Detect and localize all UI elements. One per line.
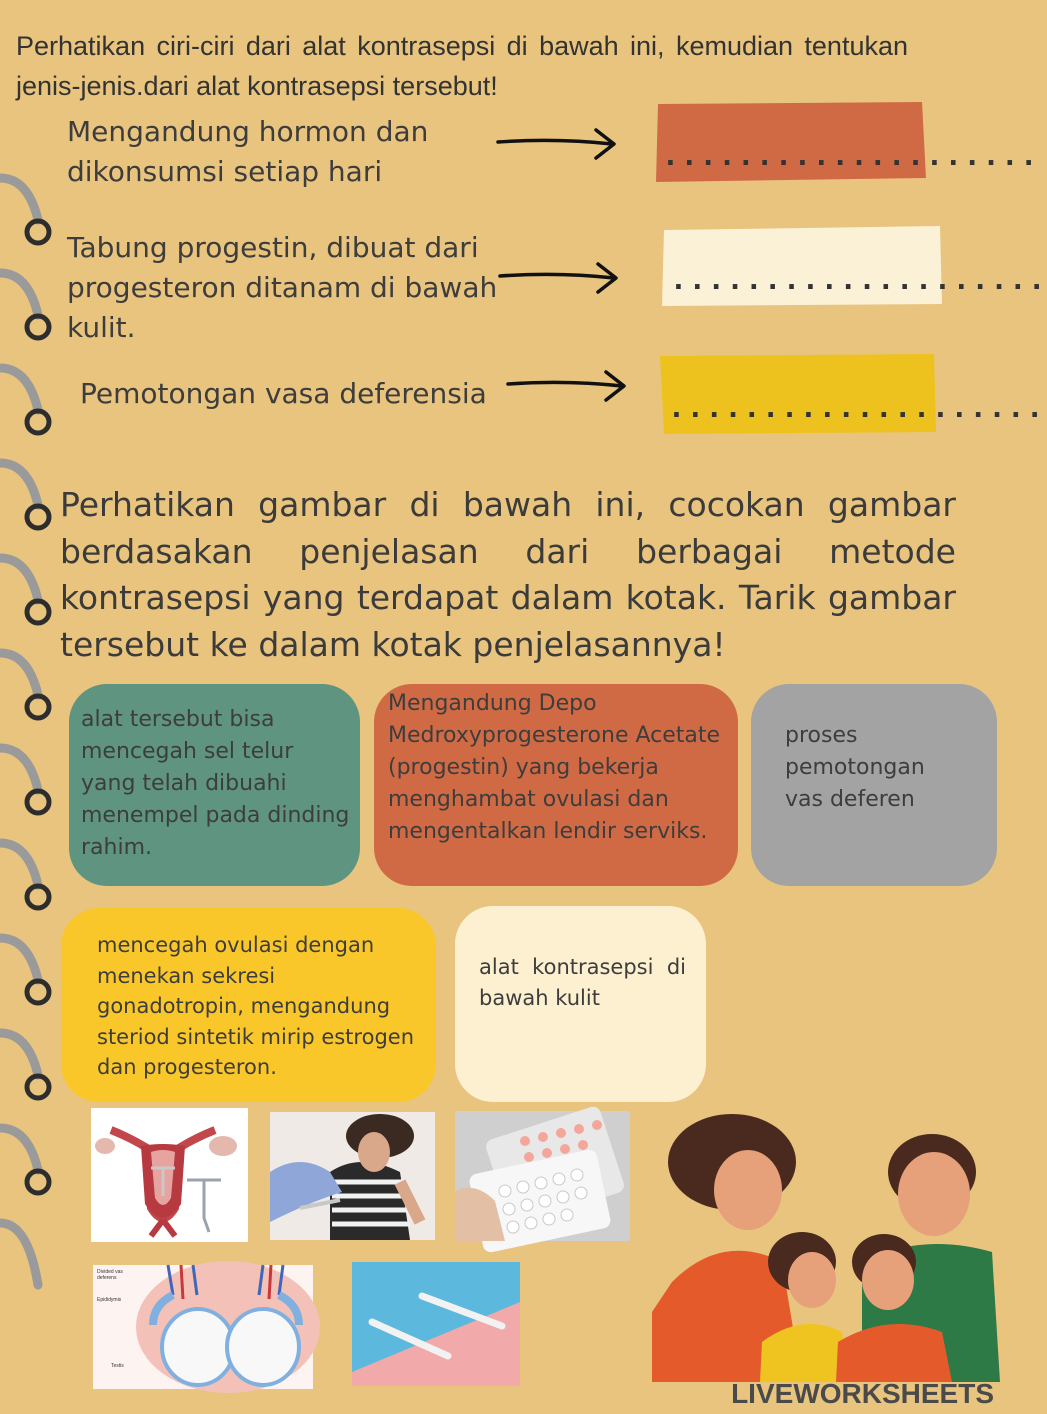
injection-image[interactable] — [270, 1112, 435, 1240]
arrow-right-icon — [498, 258, 622, 298]
drop-box-vasectomy[interactable] — [751, 684, 997, 886]
answer-box-1[interactable] — [654, 102, 1040, 182]
logo-text: LIVEWORKSHEETS — [731, 1378, 994, 1409]
box-text: mencegah ovulasi dengan menekan sekresi gonadotropin, mengandung steriod sintetik mirip estrogen dan progesteron. — [97, 933, 414, 1079]
testis-diagram-icon — [93, 1265, 313, 1389]
arrow-right-icon — [496, 124, 620, 164]
pill-pack-icon — [455, 1111, 630, 1241]
iud-uterus-image[interactable] — [91, 1108, 248, 1242]
box-text: alat kontrasepsi di bawah kulit — [479, 955, 686, 1010]
label-epididymis: Epididymis — [97, 1297, 122, 1303]
section1-instruction: Perhatikan ciri-ciri dari alat kontrasepsi di bawah ini, kemudian tentukan jenis-jenis.dari alat kontrasepsi tersebut! — [16, 31, 908, 101]
answer-box-3[interactable] — [660, 354, 1046, 434]
box-text: Mengandung Depo Medroxyprogesterone Acetate (progestin) yang bekerja menghambat ovulasi dan mengentalkan lendir serviks. — [388, 691, 721, 844]
drop-box-pill[interactable] — [61, 908, 436, 1102]
question-3-text: Pemotongan vasa deferensia — [80, 377, 487, 410]
family-illustration — [652, 1112, 1000, 1382]
answer-box-2[interactable] — [662, 226, 1047, 306]
label-testis: Testis — [111, 1363, 124, 1369]
section2-instruction: Perhatikan gambar di bawah ini, cocokan gambar berdasakan penjelasan dari berbagai metode kontrasepsi yang terdapat dalam kotak. Tarik gambar tersebut ke dalam kotak penjelasannya! — [60, 485, 956, 664]
spiral-rings-icon — [0, 170, 60, 1300]
question-2-text: Tabung progestin, dibuat dari progesteron ditanam di bawah kulit. — [67, 231, 498, 344]
arrow-right-icon — [506, 366, 630, 406]
implant-rods-image[interactable] — [352, 1262, 520, 1386]
box-text: alat tersebut bisa mencegah sel telur yang telah dibuahi menempel pada dinding rahim. — [81, 707, 350, 860]
box-text: proses pemotongan vas deferen — [785, 723, 925, 812]
answer-3-blank: .................... — [668, 391, 1046, 424]
drop-box-iud[interactable] — [69, 684, 360, 886]
answer-1-blank: .................... — [662, 139, 1040, 172]
question-1-text: Mengandung hormon dan dikonsumsi setiap hari — [67, 115, 429, 188]
uterus-icon — [91, 1108, 248, 1242]
implant-rods-icon — [352, 1262, 520, 1386]
family-icon — [652, 1112, 1000, 1382]
injection-photo-icon — [270, 1112, 435, 1240]
label-vas-deferens: Divided vas deferens — [97, 1269, 123, 1281]
drop-box-injection[interactable] — [374, 684, 738, 886]
drop-box-implant[interactable] — [455, 906, 706, 1102]
pills-image[interactable] — [455, 1111, 630, 1241]
answer-2-blank: .................... — [670, 263, 1047, 296]
spiral-binding — [0, 170, 60, 1300]
vasectomy-diagram-image[interactable] — [93, 1265, 313, 1389]
liveworksheets-logo[interactable] — [731, 1378, 994, 1410]
